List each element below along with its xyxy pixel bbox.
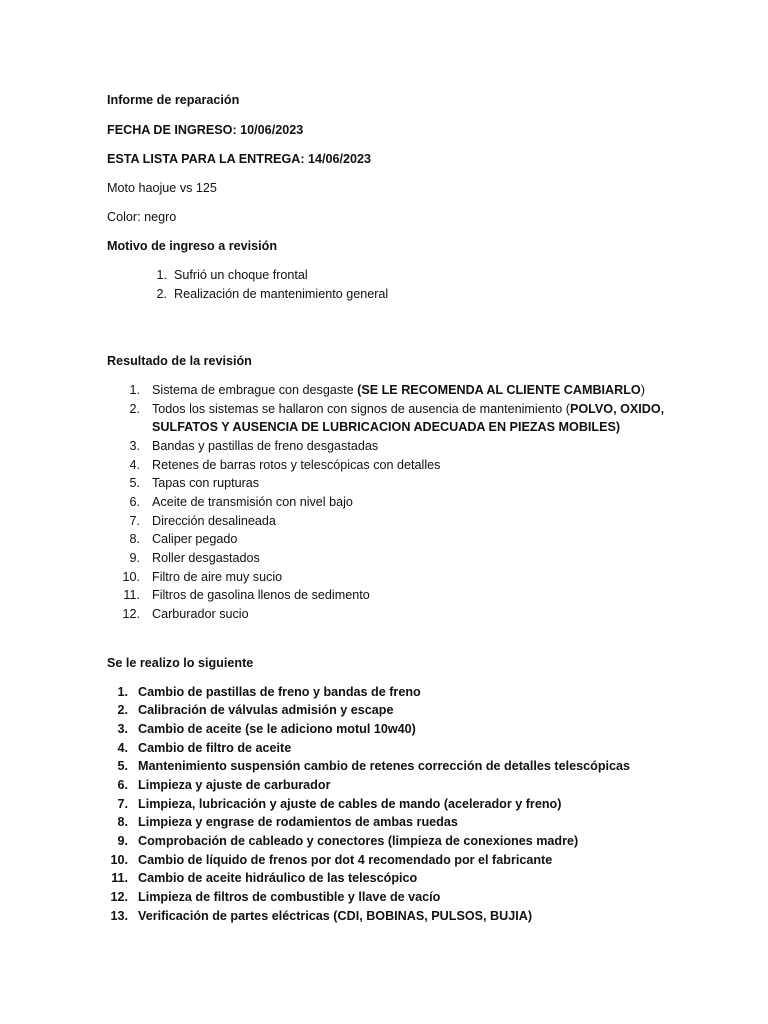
intake-reason-heading: Motivo de ingreso a revisión xyxy=(107,239,278,253)
intake-date: FECHA DE INGRESO: 10/06/2023 xyxy=(107,123,304,137)
document-page: Informe de reparación FECHA DE INGRESO: 10/06/2023 ESTA LISTA PARA LA ENTREGA: 14/06/2023 Moto haojue vs 125 Color: negro Motivo de ingreso a revisión 1. Sufrió un choque frontal 2. Realización de mantenimiento general Resultado de la revisión 1. Sistema de embrague con desgaste (SE LE RECOMENDA AL CLIENTE CAMBIARLO) 2. Todos los sistemas se hallaron con signos de ausencia de mantenimiento (POLVO, OXIDO, SULFATOS Y AUSENCIA DE LUBRICACION ADECUADA EN PIEZAS MOBILES) 3. Bandas y pastillas de freno desgastadas 4. Retenes de barras rotos y telescópicas con detalles 5. Tapas con rupturas 6. Aceite de transmisión con nivel bajo 7. Dirección desalineada 8. Caliper pegado 9. Roller desgastados 10. Filtro de aire muy sucio 11. Filtros de gasolina llenos de sedimento 12. Carburador sucio Se le realizo lo siguiente 1. Cambio de pastillas de freno y bandas de freno 2. Calibración de válvulas admisión y escape 3. Cambio de aceite (se le adiciono motul 10w40) 4. Cambio de filtro de aceite 5. Mantenimiento suspensión cambio de retenes corrección de detalles telescópicas 6. Limpieza y ajuste de carburador 7. Limpieza, lubricación y ajuste de cables de mando (acelerador y freno) 8. Limpieza y engrase de rodamientos de ambas ruedas 9. Comprobación de cableado y conectores (limpieza de conexiones madre) 10. Cambio de líquido de frenos por dot 4 recomendado por el fabricante 11. Cambio de aceite hidráulico de las telescópico 12. Limpieza de filtros de combustible y llave de vacío 13. Verificación de partes eléctricas (CDI, BOBINAS, PULSOS, BUJIA) xyxy=(107,93,665,923)
work-done-heading: Se le realizo lo siguiente xyxy=(107,656,254,670)
report-title: Informe de reparación xyxy=(107,93,240,107)
vehicle-color: Color: negro xyxy=(107,210,177,224)
delivery-date: ESTA LISTA PARA LA ENTREGA: 14/06/2023 xyxy=(107,152,372,166)
vehicle-model: Moto haojue vs 125 xyxy=(107,181,217,195)
review-result-heading: Resultado de la revisión xyxy=(107,354,252,368)
